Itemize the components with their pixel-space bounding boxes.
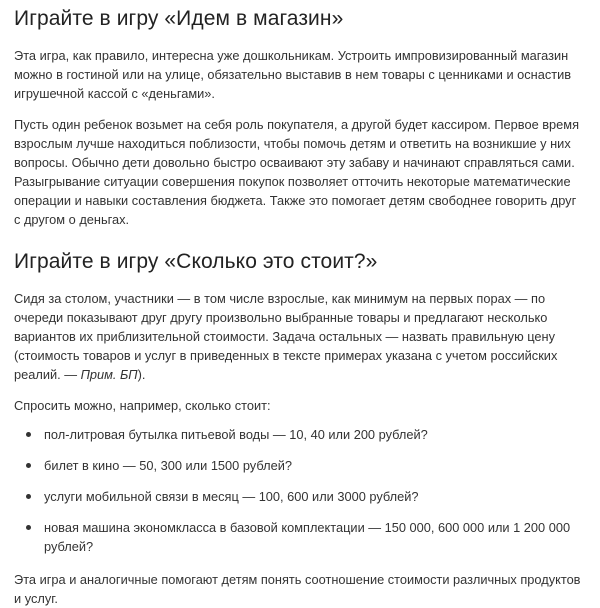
list-item <box>14 425 586 444</box>
section-2-conclusion: Эта игра и аналогичные помогают детям понять соотношение стоимости различных продуктов и услуг. <box>14 572 581 606</box>
section-2-intro-text: Сидя за столом, участники — в том числе взрослые, как минимум на первых порах — по очереди показывают друг другу произвольно выбранные товары и предлагают несколько вариантов их приблизительной стоимости. Задача остальных — назвать правильную цену (стоимость товаров и услуг в приведенных в тексте примерах указана с учетом российских реалий. — <box>14 291 558 382</box>
list-item-text: пол-литровая бутылка питьевой воды — 10, 40 или 200 рублей? <box>44 427 428 442</box>
list-item-text: билет в кино — 50, 300 или 1500 рублей? <box>44 458 292 473</box>
section-2-intro-paragraph <box>14 289 586 384</box>
list-item-text: новая машина экономкласса в базовой комплектации — 150 000, 600 000 или 1 200 000 рублей? <box>44 520 571 554</box>
list-item-text: услуги мобильной связи в месяц — 100, 600 или 3000 рублей? <box>44 489 419 504</box>
section-2-question: Спросить можно, например, сколько стоит: <box>14 398 271 413</box>
editor-note: Прим. БП <box>80 367 138 382</box>
list-item <box>14 456 586 475</box>
section-2-intro-end: ). <box>137 367 146 382</box>
section-2-heading: Играйте в игру «Сколько это стоит?» <box>14 250 378 273</box>
list-item <box>14 487 586 506</box>
section-1-paragraph-1: Эта игра, как правило, интересна уже дошкольникам. Устроить импровизированный магазин можно в гостиной или на улице, обязательно выставив в нем товары с ценниками и оснастив игрушечной кассой с «деньгами». <box>14 48 572 101</box>
section-1-heading: Играйте в игру «Идем в магазин» <box>14 7 344 30</box>
list-item <box>14 518 586 556</box>
bullet-icon <box>26 432 31 437</box>
bullet-icon <box>26 525 31 530</box>
bullet-icon <box>26 463 31 468</box>
price-question-list <box>14 425 586 556</box>
section-1-paragraph-2: Пусть один ребенок возьмет на себя роль покупателя, а другой будет кассиром. Первое время взрослым лучше находиться поблизости, чтобы помочь детям и ответить на возникшие у них вопросы. Обычно дети довольно быстро осваивают эту забаву и начинают справляться сами. Разыгрывание ситуации совершения покупок позволяет отточить некоторые математические операции и навыки составления бюджета. Также это помогает детям свободнее говорить друг с другом о деньгах. <box>14 117 579 227</box>
bullet-icon <box>26 494 31 499</box>
